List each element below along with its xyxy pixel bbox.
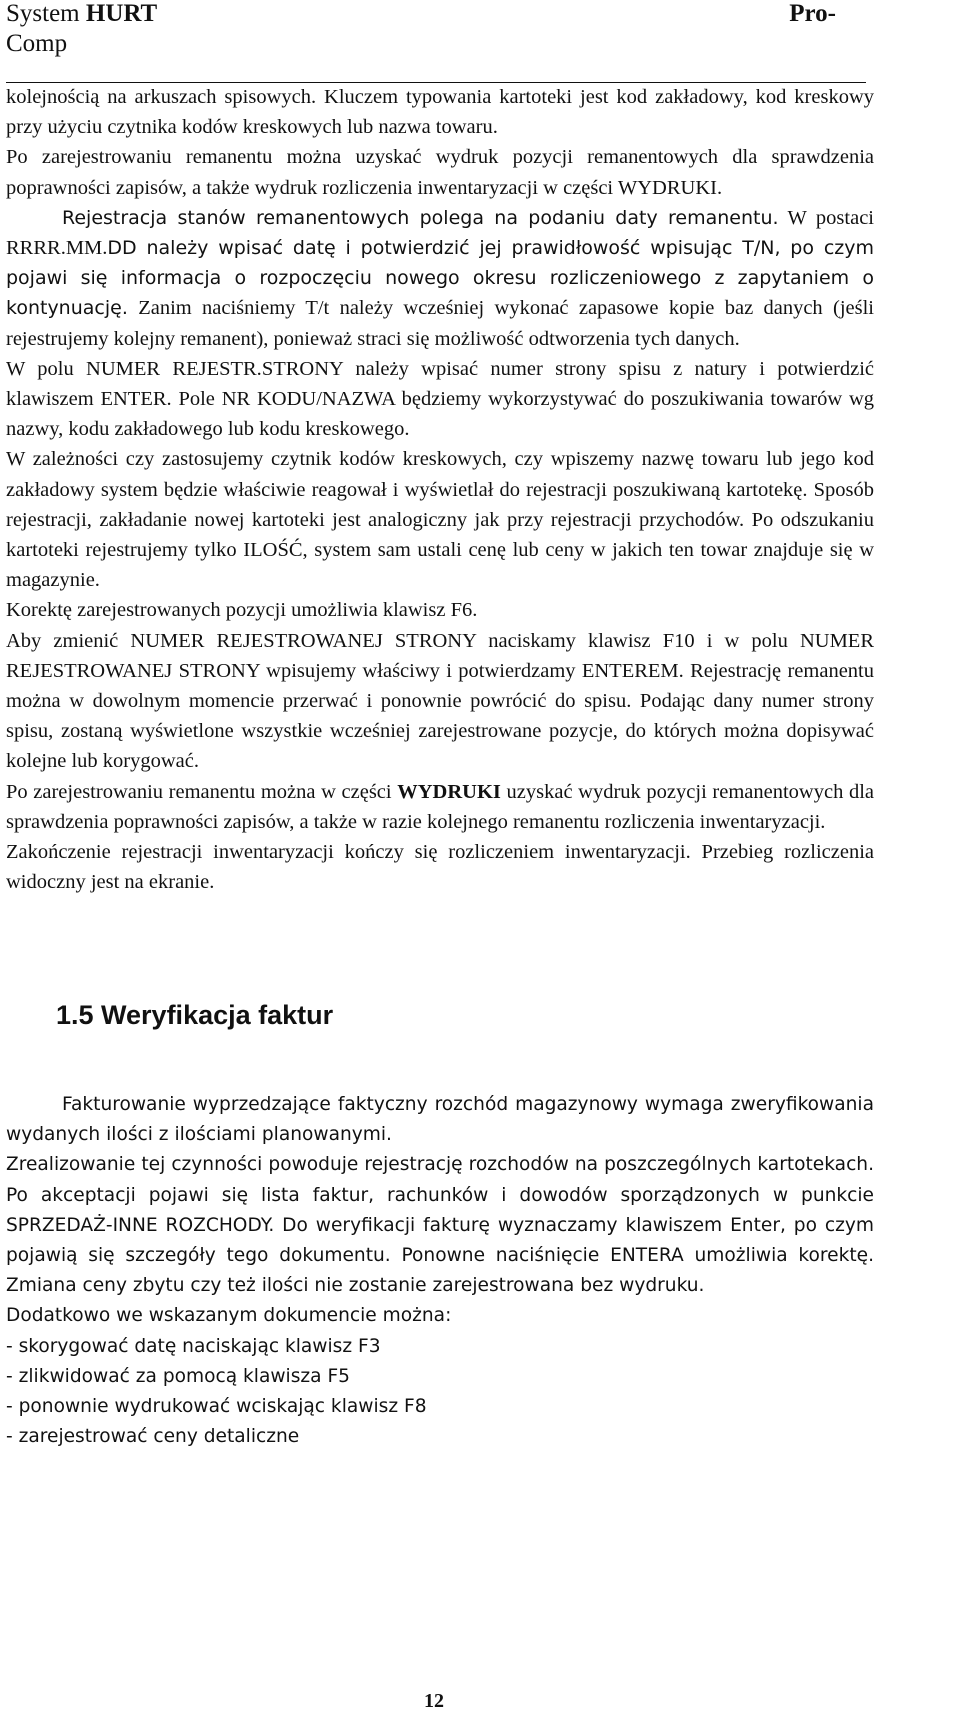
section-paragraph-3: Dodatkowo we wskazanym dokumencie można:: [6, 1305, 452, 1327]
section-paragraph-2-part-a: Zrealizowanie tej czynności powoduje rejestrację rozchodów na poszczególnych kartotekach.: [6, 1154, 874, 1176]
section-text: [6, 1090, 874, 1452]
paragraph-5-part-b: Sposób rejestracji, zakładanie nowej kartoteki jest analogiczny jak przy rejestracji przychodów.: [6, 478, 874, 531]
section-paragraph-2-part-b: Po akceptacji pojawi się lista faktur, rachunków i dowodów sporządzonych w punkcie SPRZEDAŻ-INNE ROZCHODY.: [6, 1184, 874, 1236]
section-paragraph-2-part-e: Zmiana ceny zbytu czy też ilości nie zostanie zarejestrowana bez wydruku.: [6, 1275, 705, 1297]
paragraph-9: Zakończenie rejestracji inwentaryzacji kończy się rozliczeniem inwentaryzacji. Przebieg rozliczenia widoczny jest na ekranie.: [6, 841, 874, 894]
paragraph-5: [6, 444, 874, 595]
paragraph-7-part-a: Aby zmienić NUMER REJESTROWANEJ STRONY naciskamy klawisz F10 i w polu NUMER REJESTROWANEJ STRONY wpisujemy właściwy i potwierdzamy ENTEREM.: [6, 629, 874, 682]
header-system-title: [6, 0, 157, 28]
section-heading: 1.5 Weryfikacja faktur: [56, 1000, 334, 1030]
list-item: - zarejestrować ceny detaliczne: [6, 1426, 300, 1448]
paragraph-5-part-c: Po odszukaniu kartoteki rejestrujemy tylko ILOŚĆ, system sam ustali cenę lub ceny w jakich ten towar znajduje się w magazynie.: [6, 508, 875, 592]
paragraph-8-bold: WYDRUKI: [397, 780, 501, 803]
paragraph-8: [6, 777, 874, 837]
paragraph-2: Po zarejestrowaniu remanentu można uzyskać wydruk pozycji remanentowych dla sprawdzenia poprawności zapisów, a także wydruk rozliczenia inwentaryzacji w części WYDRUKI.: [6, 146, 874, 199]
paragraph-3-part-b: W postaci RRRR.MM.: [6, 206, 874, 260]
page-header: [6, 0, 866, 83]
paragraph-3-part-d: Zanim naciśniemy T/t należy wcześniej wykonać zapasowe kopie baz danych (jeśli rejestrujemy kolejny remanent), ponieważ straci się możliwość odtworzenia tych danych.: [6, 297, 874, 350]
header-comp: Comp: [6, 30, 68, 57]
paragraph-4: [6, 354, 874, 445]
list-item: - skorygować datę naciskając klawisz F3: [6, 1335, 381, 1357]
paragraph-4-part-c: Pole NR KODU/NAZWA będziemy wykorzystywać do poszukiwania towarów wg nazwy, kodu zakładowego lub kodu kreskowego.: [6, 388, 874, 441]
header-system-name: HURT: [85, 0, 158, 27]
paragraph-6: Korektę zarejestrowanych pozycji umożliwia klawisz F6.: [6, 599, 478, 622]
section-paragraph-1: Fakturowanie wyprzedzające faktyczny rozchód magazynowy wymaga zweryfikowania wydanych ilości z ilościami planowanymi.: [6, 1094, 874, 1146]
paragraph-7-part-c: Podając dany numer strony spisu, zostaną wyświetlone wszystkie wcześniej zarejestrowane pozycje, do których można dopisywać kolejne lub korygować.: [6, 690, 874, 773]
paragraph-4-part-b: STRONY należy wpisać numer strony spisu z natury i potwierdzić klawiszem ENTER.: [6, 357, 874, 411]
section-paragraph-2: [6, 1150, 874, 1301]
list-item: - ponownie wydrukować wciskając klawisz F8: [6, 1396, 427, 1418]
paragraph-8-part-a: Po zarejestrowaniu remanentu można w części: [6, 780, 398, 803]
page-number: 12: [424, 1690, 444, 1712]
paragraph-3: [6, 203, 874, 354]
paragraph-3-part-a: Rejestracja stanów remanentowych polega na podaniu daty remanentu.: [62, 206, 779, 229]
list-item: - zlikwidować za pomocą klawisza F5: [6, 1365, 351, 1387]
main-text: [6, 82, 874, 897]
paragraph-4-part-a: W polu NUMER REJESTR.: [6, 357, 262, 380]
section-paragraph-2-part-c: Do weryfikacji fakturę wyznaczamy klawiszem Enter, po czym pojawią się szczegóły tego dokumentu.: [6, 1214, 874, 1267]
paragraph-8-part-c: uzyskać wydruk pozycji remanentowych dla sprawdzenia poprawności zapisów, a także w razie kolejnego remanentu rozliczenia inwentaryzacji.: [6, 780, 874, 833]
paragraph-3-part-c: DD należy wpisać datę i potwierdzić jej prawidłowość wpisując T/N, po czym pojawi się informacja o rozpoczęciu nowego okresu rozliczeniowego z zapytaniem o kontynuację.: [6, 237, 874, 320]
header-system-prefix: System: [6, 0, 86, 27]
header-pro: Pro-: [789, 0, 836, 27]
paragraph-5-part-a: W zależności czy zastosujemy czytnik kodów kreskowych, czy wpiszemy nazwę towaru lub jego kod zakładowy system będzie właściwie reagował i wyświetlał do rejestracji poszukiwaną kartotekę.: [6, 448, 874, 501]
paragraph-7: [6, 626, 874, 777]
section-paragraph-2-part-d: Ponowne naciśnięcie ENTERA umożliwia korektę.: [390, 1245, 874, 1267]
paragraph-1: kolejnością na arkuszach spisowych. Kluczem typowania kartoteki jest kod zakładowy, kod kreskowy przy użyciu czytnika kodów kreskowych lub nazwa towaru.: [6, 86, 874, 139]
paragraph-7-part-b: Rejestrację remanentu można w dowolnym momencie przerwać i ponownie powrócić do spisu.: [6, 659, 874, 713]
